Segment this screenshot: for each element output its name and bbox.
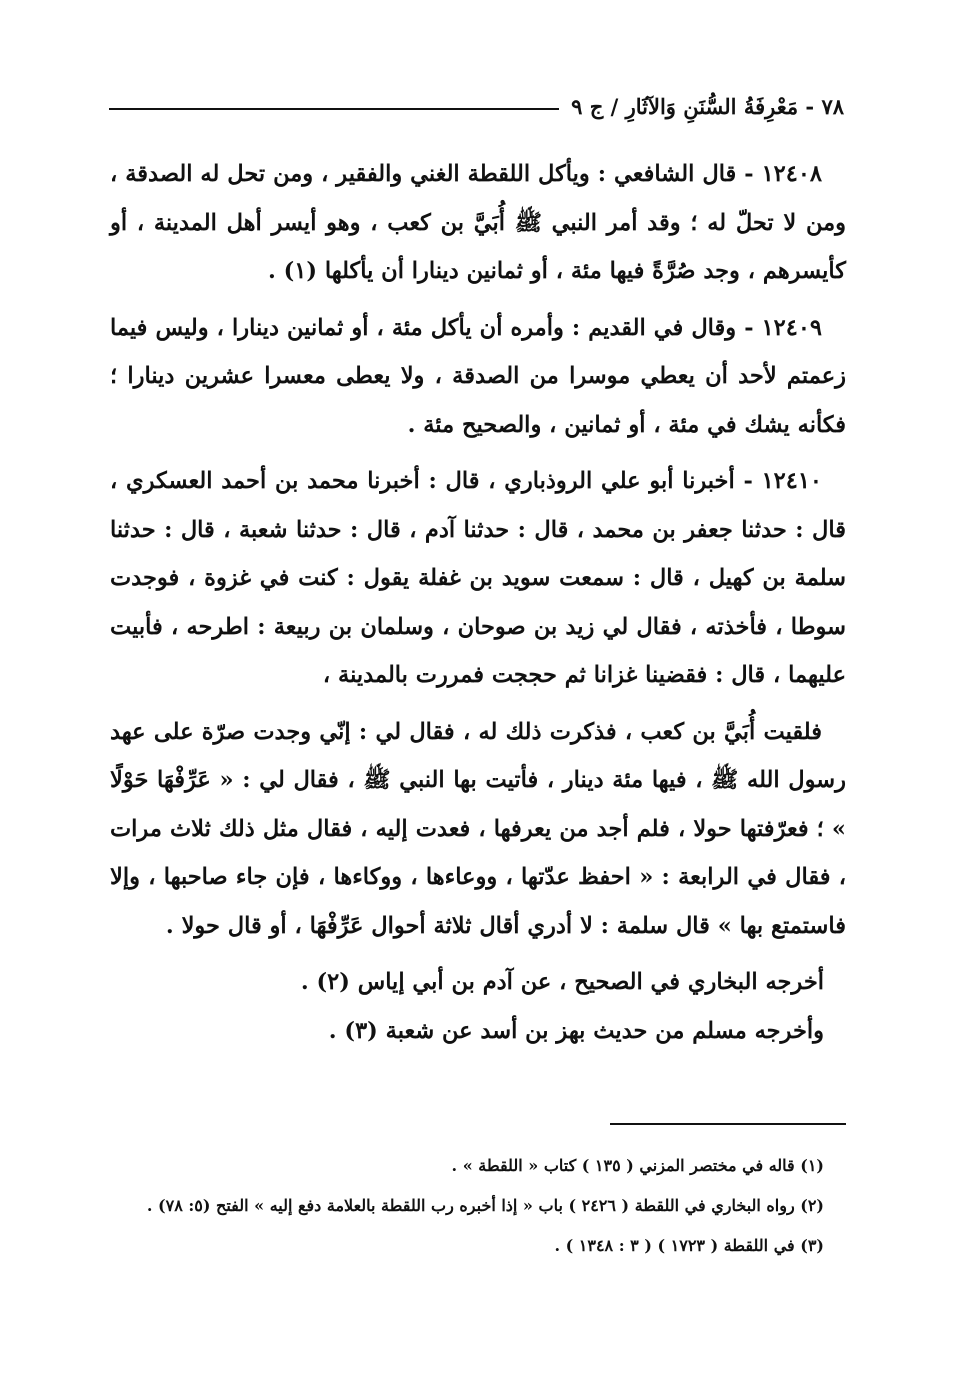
paragraph-12408: ١٢٤٠٨ - قال الشافعي : ويأكل اللقطة الغني والفقير ، ومن تحل له الصدقة ، ومن لا تحلّ له ؛ وقد أمر النبي ﷺ أُبَيَّ بن كعب ، وهو أيسر أهل المدينة ، أو كأيسرهم ، وجد صُرَّةً فيها مئة ، أو ثمانين دينارا أن يأكلها (١) . bbox=[110, 161, 846, 284]
paragraph-12410: ١٢٤١٠ - أخبرنا أبو علي الروذباري ، قال : أخبرنا محمد بن أحمد العسكري ، قال : حدثنا جعفر بن محمد ، قال : حدثنا آدم ، قال : حدثنا شعبة ، قال : حدثنا سلمة بن كهيل ، قال : سمعت سويد بن غفلة يقول : كنت في غزوة ، فوجدت سوطا ، فأخذته ، فقال لي زيد بن صوحان ، وسلمان بن ربيعة : اطرحه ، فأبيت عليهما ، قال : فقضينا غزانا ثم حججت فمررت بالمدينة ، bbox=[110, 468, 846, 688]
header-rule bbox=[109, 108, 559, 110]
footnote-3: (٣) في اللقطة ( ١٧٢٣ ) ( ٣ : ١٣٤٨ ) . bbox=[554, 1236, 824, 1255]
takhrij-muslim: وأخرجه مسلم من حديث بهز بن أسد عن شعبة (٣) . bbox=[328, 1017, 824, 1044]
footnote-2: (٢) رواه البخاري في اللقطة ( ٢٤٢٦ ) باب « إذا أخبره رب اللقطة بالعلامة دفع إليه » الفتح (٥: ٧٨) . bbox=[146, 1196, 824, 1215]
paragraph-12409: ١٢٤٠٩ - وقال في القديم : وأمره أن يأكل مئة ، أو ثمانين دينارا ، وليس فيما زعمتم لأحد أن يعطي موسرا من الصدقة ، ولا يعطى معسرا عشرين دينارا ؛ فكأنه يشك في مئة ، أو ثمانين ، والصحيح مئة . bbox=[110, 314, 846, 438]
paragraph-hadith-continuation: فلقيت أُبَيَّ بن كعب ، فذكرت ذلك له ، فقال لي : إنّي وجدت صرّة على عهد رسول الله ﷺ ، فيها مئة دينار ، فأتيت بها النبي ﷺ ، فقال لي : « عَرِّفْهَا حَوْلًا » ؛ فعرّفتها حولا ، فلم أجد من يعرفها ، فعدت إليه ، فقال مثل ذلك ثلاث مرات ، فقال في الرابعة : « احفظ عدّتها ، ووعاءها ، ووكاءها ، فإن جاء صاحبها ، وإلا فاستمتع بها » قال سلمة : لا أدري أقال ثلاثة أحوال عَرِّفْهَا ، أو قال حولا . bbox=[110, 718, 846, 939]
footnote-separator bbox=[610, 1123, 846, 1125]
header-title: ٧٨ - مَعْرِفَةُ السُّنَنِ وَالآثَارِ / ج ٩ bbox=[571, 93, 844, 119]
main-text bbox=[110, 150, 846, 1055]
takhrij-bukhari: أخرجه البخاري في الصحيح ، عن آدم بن أبي إياس (٢) . bbox=[300, 969, 824, 995]
footnote-1: (١) قاله في مختصر المزني ( ١٣٥ ) كتاب « اللقطة » . bbox=[451, 1156, 824, 1175]
footnotes bbox=[110, 1148, 846, 1268]
running-header bbox=[109, 88, 844, 124]
